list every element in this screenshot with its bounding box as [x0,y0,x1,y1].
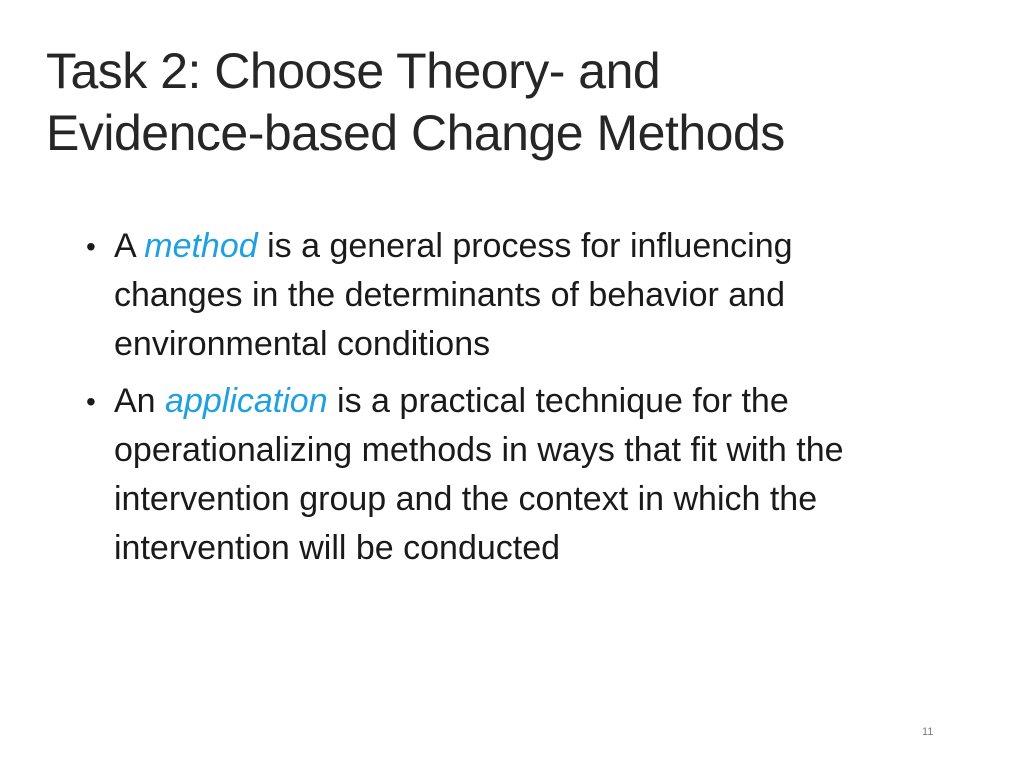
bullet-prefix: A [114,227,145,265]
bullet-text: is a general process for influencing changes in the determinants of behavior and environmental conditions [114,227,793,363]
bullet-term-application: application [165,382,328,420]
slide-title-line-2: Evidence-based Change Methods [46,105,785,161]
bullet-item-method [86,222,906,369]
bullet-prefix: An [114,382,166,420]
bullet-list [86,222,906,581]
slide-title-line-1: Task 2: Choose Theory- and [46,43,661,99]
bullet-term-method: method [144,227,258,265]
bullet-text: is a practical technique for the operationalizing methods in ways that fit with the intervention group and the context in which the intervention will be conducted [114,382,844,567]
bullet-dot-icon: • [86,231,96,262]
slide-title [46,40,986,164]
page-number: 11 [922,726,934,738]
bullet-item-application [86,377,906,573]
bullet-dot-icon: • [86,386,96,417]
